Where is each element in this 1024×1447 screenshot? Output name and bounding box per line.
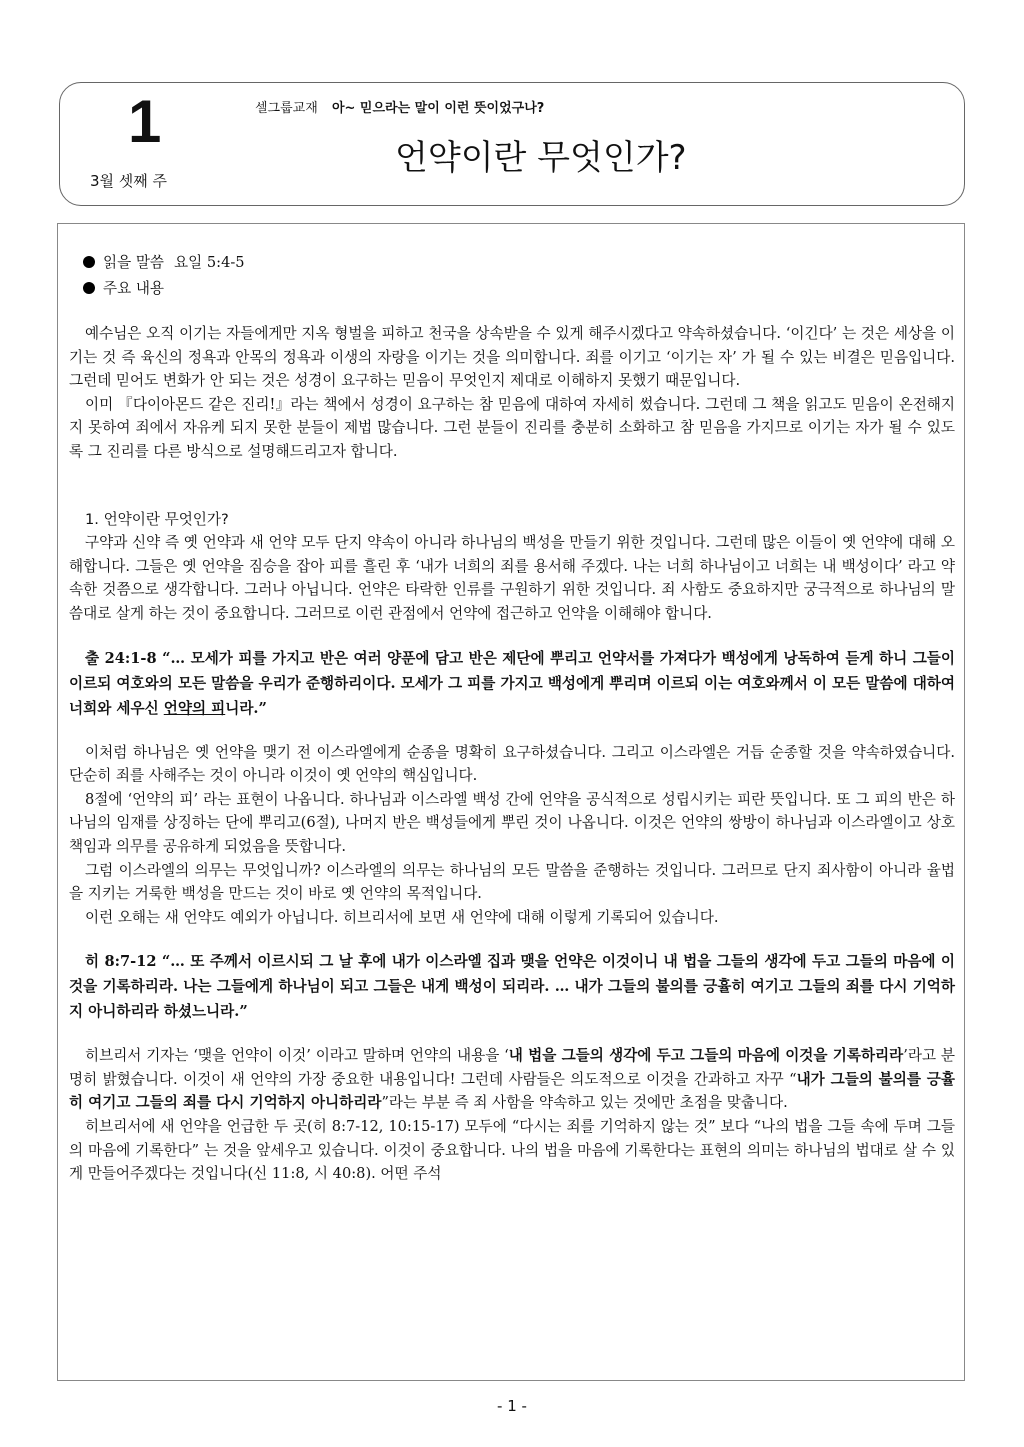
p6-text-e: ”라는 부분 즉 죄 사함을 약속하고 있는 것에만 초점을 맞춥니다. <box>381 1094 788 1112</box>
verse-ref-1: 출 24:1-8 “… <box>85 649 191 667</box>
content <box>69 250 955 1186</box>
lesson-number: 1 <box>128 88 162 155</box>
series-subtitle: 아~ 믿으라는 말이 이런 뜻이었구나? <box>331 101 545 116</box>
section-paragraph-5: 이런 오해는 새 언약도 예외가 아닙니다. 히브리서에 보면 새 언약에 대해 이렇게 기록되어 있습니다. <box>85 908 719 926</box>
section-paragraph-4: 그럼 이스라엘의 의무는 무엇입니까? 이스라엘의 의무는 하나님의 모든 말씀을 준행하는 것입니다. 그러므로 단지 죄사함이 아니라 율법을 지키는 거룩한 백성을 만드는 것이 바로 옛 언약의 목적입니다. <box>69 861 955 903</box>
verse-quote-1 <box>69 646 955 721</box>
series-line <box>255 97 544 116</box>
intro-paragraph-2: 이미 『다이아몬드 같은 진리!』라는 책에서 성경이 요구하는 참 믿음에 대하여 자세히 썼습니다. 그런데 그 책을 읽고도 믿음이 온전해지지 못하여 죄에서 자유케 되지 못한 분들이 제법 많습니다. 그런 분들이 진리를 충분히 소화하고 참 믿음을 가지므로 이기는 자가 될 수 있도록 그 진리를 다른 방식으로 설명해드리고자 합니다. <box>69 395 955 460</box>
section-paragraph-2: 이처럼 하나님은 옛 언약을 맺기 전 이스라엘에게 순종을 명확히 요구하셨습니다. 그리고 이스라엘은 거듭 순종할 것을 약속하였습니다. 단순히 죄를 사해주는 것이 아니라 이것이 옛 언약의 핵심입니다. <box>69 743 955 785</box>
verse-underline: 언약의 피 <box>163 699 226 717</box>
section-paragraph-7: 히브리서에 새 언약을 언급한 두 곳(히 8:7-12, 10:15-17) 모두에 “다시는 죄를 기억하지 않는 것” 보다 “나의 법을 그들 속에 두며 그들의 마음에 기록한다” 는 것을 앞세우고 있습니다. 이것이 중요합니다. 나의 법을 마음에 기록한다는 표현의 의미는 하나님의 법대로 살 수 있게 만들어주겠다는 것입니다(신 11:8, 시 40:8). 어떤 주석 <box>69 1118 955 1183</box>
page-number: - 1 - <box>497 1397 527 1415</box>
verse-text-1: 모세가 피를 가지고 반은 여러 양푼에 담고 반은 제단에 뿌리고 언약서를 가져다가 백성에게 낭독하여 듣게 하니 그들이 이르되 여호와의 모든 말씀을 우리가 준행하리이다. 모세가 그 피를 가지고 백성에게 뿌리며 이르되 이는 여호와께서 이 모든 말씀에 대하여 너희와 세우신 <box>69 649 956 717</box>
verse-ref-2: 히 8:7-12 “… <box>85 953 191 971</box>
section-paragraph-3: 8절에 ‘언약의 피’ 라는 표현이 나옵니다. 하나님과 이스라엘 백성 간에 언약을 공식적으로 성립시키는 피란 뜻입니다. 또 그 피의 반은 하나님의 임재를 상징하는 단에 뿌리고(6절), 나머지 반은 백성들에게 뿌린 것이 나옵니다. 이것은 언약의 쌍방이 하나님과 이스라엘이고 상호 책임과 의무를 공유하게 되었음을 뜻합니다. <box>69 790 956 855</box>
series-name: 셀그룹교재 <box>255 101 318 116</box>
verse-text-2: 또 주께서 이르시되 그 날 후에 내가 이스라엘 집과 맺을 언약은 이것이니 내 법을 그들의 생각에 두고 그들의 마음에 이것을 기록하리라. 나는 그들에게 하나님이 되고 그들은 내게 백성이 되리라. … 내가 그들의 불의를 긍휼히 여기고 그들의 죄를 다시 기억하지 아니하리라 하셨느니라.” <box>69 953 956 1021</box>
week-label: 3월 셋째 주 <box>90 172 168 190</box>
section-heading: 1. 언약이란 무엇인가? <box>85 510 229 528</box>
reading-bullet <box>69 250 955 276</box>
bullet-dot-icon <box>83 256 95 268</box>
summary-bullet <box>69 276 955 302</box>
p6-bold-b: 내 법을 그들의 생각에 두고 그들의 마음에 이것을 기록하리라 <box>508 1047 904 1065</box>
bullet-dot-icon <box>83 282 95 294</box>
p6-text-c: ’라고 분명히 밝혔습니다. 이것이 새 언약의 가장 중요한 내용입니다! 그런데 사람들은 의도적으로 이것을 간과하고 자꾸 “ <box>69 1047 955 1088</box>
reading-label: 읽을 말씀 <box>103 254 165 271</box>
section-paragraph-1: 구약과 신약 즉 옛 언약과 새 언약 모두 단지 약속이 아니라 하나님의 백성을 만들기 위한 것입니다. 그런데 많은 이들이 옛 언약에 대해 오해합니다. 그들은 옛 언약을 짐승을 잡아 피를 흘린 후 ‘내가 너희의 죄를 용서해 주겠다. 나는 너희 하나님이고 너희는 내 백성이다’ 라고 약속한 것쯤으로 생각합니다. 그러나 아닙니다. 언약은 타락한 인류를 구원하기 위한 것입니다. 죄 사함도 중요하지만 궁극적으로 하나님의 말씀대로 살게 하는 것이 중요합니다. 그러므로 이런 관점에서 언약에 접근하고 언약을 이해해야 합니다. <box>69 534 956 622</box>
verse-end-1: 니라.” <box>225 699 267 717</box>
intro-paragraph-1: 예수님은 오직 이기는 자들에게만 지옥 형벌을 피하고 천국을 상속받을 수 있게 해주시겠다고 약속하셨습니다. ‘이긴다’ 는 것은 세상을 이기는 것 즉 육신의 정욕과 안목의 정욕과 이생의 자랑을 이기는 것을 의미합니다. 죄를 이기고 ‘이기는 자’ 가 될 수 있는 비결은 믿음입니다. 그런데 믿어도 변화가 안 되는 것은 성경이 요구하는 믿음이 무엇인지 제대로 이해하지 못했기 때문입니다. <box>69 325 955 390</box>
reading-ref: 요일 5:4-5 <box>174 254 245 271</box>
page-title: 언약이란 무엇인가? <box>395 138 687 178</box>
summary-label: 주요 내용 <box>103 280 165 297</box>
verse-quote-2 <box>69 949 955 1024</box>
section-paragraph-6 <box>69 1044 955 1115</box>
p6-text-a: 히브리서 기자는 ‘맺을 언약이 이것’ 이라고 말하며 언약의 내용을 ‘ <box>85 1047 509 1065</box>
p6-bold-d: 내가 그들의 불의를 긍휼히 여기고 그들의 죄를 다시 기억하지 아니하리라 <box>69 1070 955 1112</box>
